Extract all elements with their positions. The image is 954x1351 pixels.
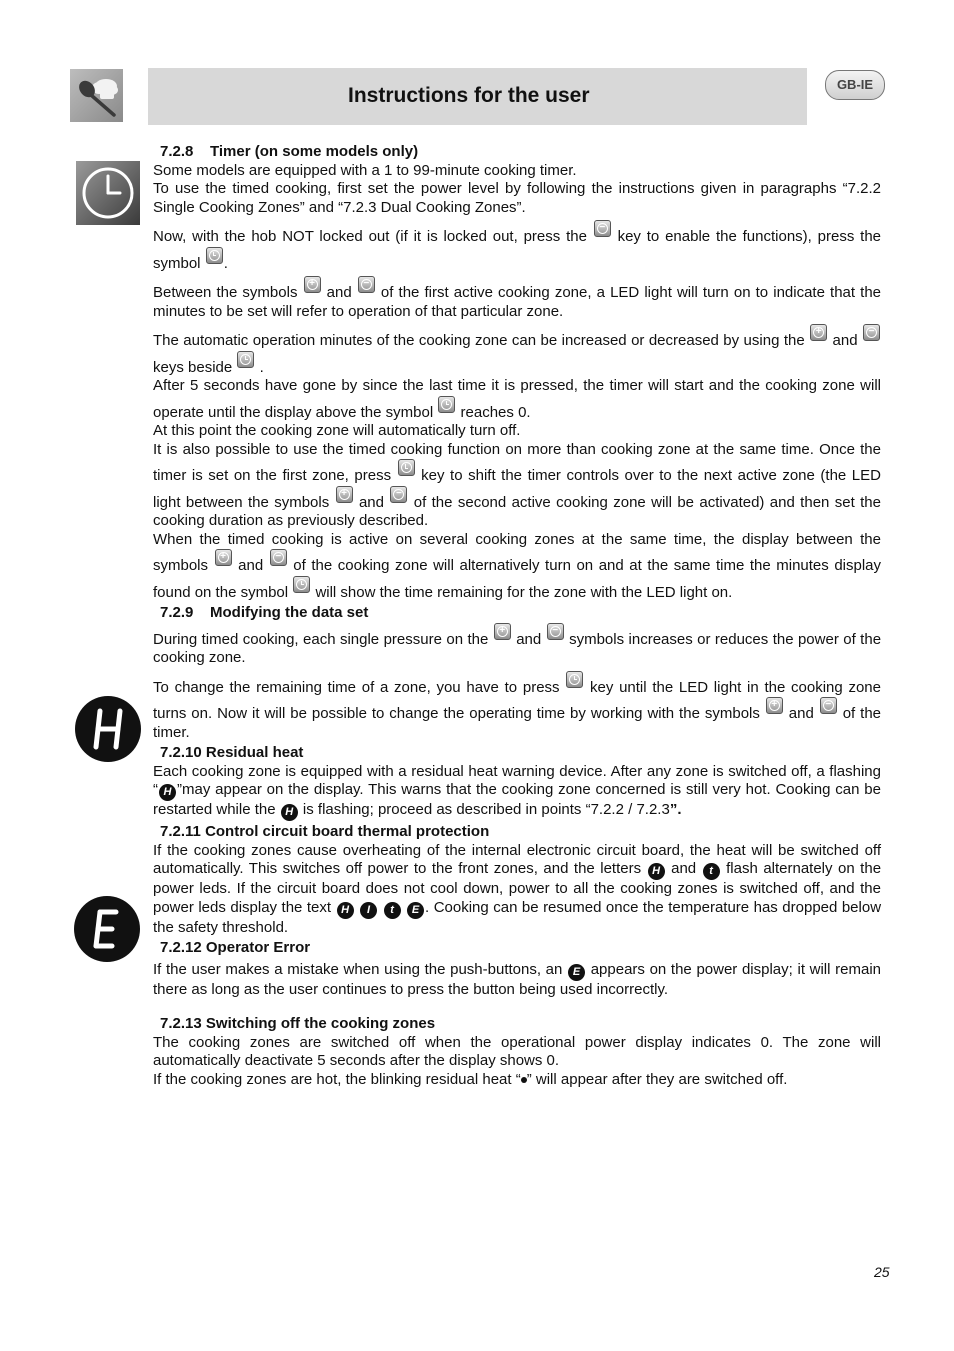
minus-key-icon: − — [547, 623, 564, 640]
power-key-icon: − — [594, 220, 611, 237]
section-heading-7-2-10: 7.2.10 Residual heat — [160, 744, 304, 761]
minus-key-icon: − — [270, 549, 287, 566]
paragraph: To use the timed cooking, first set the power level by following the instructions given in paragraphs “7.2.2 Single Cooking Zones” and “7.2.3 Dual Cooking Zones”. — [153, 180, 881, 216]
plus-key-icon: + — [215, 549, 232, 566]
paragraph: The cooking zones are switched off when the operational power display indicates 0. The zone will automatically deactivate 5 seconds after the display shows 0. — [153, 1033, 881, 1069]
section-heading-7-2-13: 7.2.13 Switching off the cooking zones — [160, 1015, 436, 1032]
paragraph: Between the symbols + and − of the first active cooking zone, a LED light will turn on to indicate that the minutes to be set will refer to operation of that particular zone. — [153, 278, 882, 320]
paragraph: The automatic operation minutes of the cooking zone can be increased or decreased by using the + and − keys beside . — [153, 324, 881, 377]
chef-spoon-icon — [70, 69, 123, 122]
minus-key-icon: − — [863, 324, 880, 341]
e-glyph: E — [407, 902, 424, 919]
header-bar — [148, 68, 807, 125]
t-glyph: t — [703, 863, 720, 880]
paragraph: Each cooking zone is equipped with a residual heat warning device. After any zone is switched off, a flashing “ H ”may appear on the display. This warns that the cooking zone concerned is still very hot. Cooking can be restarted while the H is flashing; proceed as described in points “7.2.2 / 7.2.3”. — [153, 763, 881, 822]
minus-key-icon: − — [358, 276, 375, 293]
paragraph: It is also possible to use the timed cooking function on more than cooking zone at the same time. Once the timer is set on the first zone, press key to shift the timer controls over to the next active zone (the LED light between the symbols + and − of the second active cooking zone will be activated) and then set the cooking duration as previously described. — [153, 440, 881, 529]
paragraph: After 5 seconds have gone by since the last time it is pressed, the timer will start and the cooking zone will operate until the display above the symbol reaches 0. — [153, 377, 881, 421]
paragraph: At this point the cooking zone will automatically turn off. — [153, 422, 521, 439]
h-display-icon — [75, 696, 141, 767]
minus-key-icon: − — [390, 486, 407, 503]
timer-key-icon — [237, 351, 254, 368]
page-number: 25 — [874, 1264, 890, 1280]
plus-key-icon: + — [304, 276, 321, 293]
plus-key-icon: + — [810, 324, 827, 341]
language-badge: GB-IE — [825, 70, 885, 100]
paragraph: Now, with the hob NOT locked out (if it is locked out, press the − key to enable the functions), press the symbol . — [153, 222, 882, 272]
plus-key-icon: + — [494, 623, 511, 640]
section-heading-7-2-8: 7.2.8 Timer (on some models only) — [160, 143, 419, 160]
t-glyph: t — [384, 902, 401, 919]
timer-key-icon — [566, 671, 583, 688]
paragraph: To change the remaining time of a zone, you have to press key until the LED light in the cooking zone turns on. Now it will be possible to change the operating time by working with the symbols + and − of the timer. — [153, 671, 881, 743]
plus-key-icon: + — [336, 486, 353, 503]
h-glyph: H — [281, 804, 298, 821]
paragraph: If the cooking zones cause overheating of the internal electronic circuit board, the heat will be switched off automatically. This switches off power to the front zones, and the letters H and t flash alternately on the power leds. If the circuit board does not cool down, power to all the cooking zones is switched off, and the power leds display the text H I t E . Cooking can be resumed once the temperature has dropped below the safety threshold. — [153, 841, 882, 936]
section-heading-7-2-11: 7.2.11 Control circuit board thermal protection — [160, 823, 490, 840]
minus-key-icon: − — [820, 697, 837, 714]
timer-key-icon — [438, 396, 455, 413]
timer-key-icon — [293, 576, 310, 593]
i-glyph: I — [360, 902, 377, 919]
plus-key-icon: + — [766, 697, 783, 714]
clock-icon — [76, 161, 140, 230]
h-glyph: H — [159, 784, 176, 801]
instructions-body — [153, 143, 881, 1089]
page-title: Instructions for the user — [348, 84, 590, 107]
paragraph: During timed cooking, each single pressure on the + and − symbols increases or reduces the power of the cooking zone. — [153, 624, 882, 666]
h-glyph: H — [648, 863, 665, 880]
e-display-icon — [74, 896, 140, 967]
section-heading-7-2-9: 7.2.9 Modifying the data set — [160, 604, 369, 621]
paragraph: If the user makes a mistake when using the push-buttons, an E appears on the power display; it will remain there as long as the user continues to press the button being used incorrectly. — [153, 960, 881, 998]
timer-key-icon — [398, 459, 415, 476]
timer-key-icon — [206, 247, 223, 264]
section-heading-7-2-12: 7.2.12 Operator Error — [160, 939, 311, 956]
paragraph: Some models are equipped with a 1 to 99-minute cooking timer. — [153, 161, 577, 179]
paragraph: When the timed cooking is active on several cooking zones at the same time, the display between the symbols + and − of the cooking zone will alternatively turn on and at the same time the minutes display found on the symbol will show the time remaining for the zone with the LED light on. — [153, 530, 882, 601]
h-glyph: H — [337, 902, 354, 919]
e-glyph: E — [568, 964, 585, 981]
paragraph: If the cooking zones are hot, the blinking residual heat “ ” will appear after they are switched off. — [153, 1070, 788, 1088]
